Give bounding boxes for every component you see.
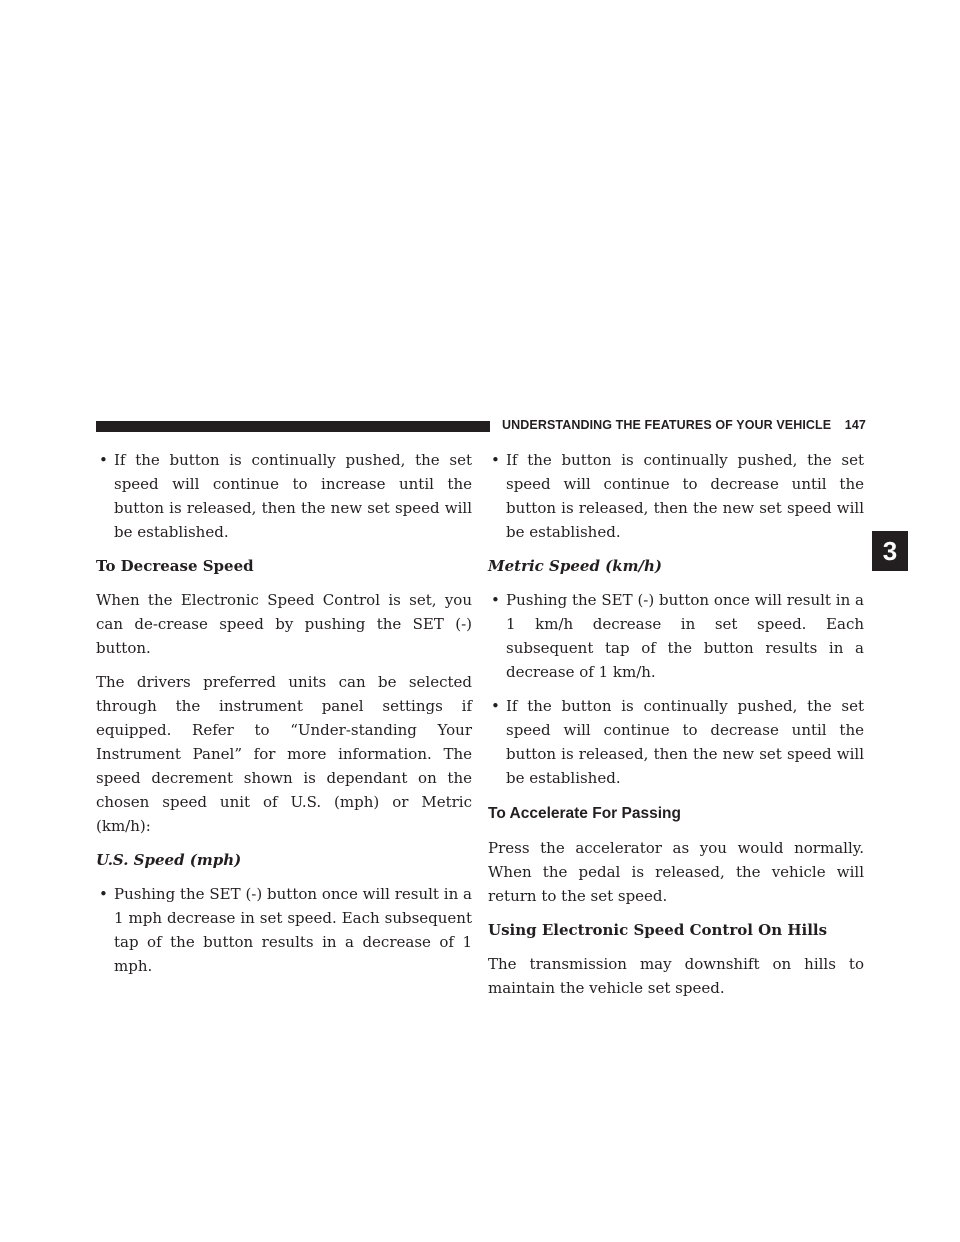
heading-us-speed: U.S. Speed (mph) [96,851,242,869]
header-title: UNDERSTANDING THE FEATURES OF YOUR VEHICLE [502,418,832,432]
bullet-text: If the button is continually pushed, the set speed will continue to increase until the button is released, then the new set speed will be established. [114,451,472,541]
paragraph: The drivers preferred units can be selected through the instrument panel settings if equipped. Refer to “Under-standing Your Instrument Panel” for more information. The speed decrement shown is dependant on the chosen speed unit of U.S. (mph) or Metric (km/h): [96,673,472,835]
bullet-icon: • [491,697,500,715]
list-item [488,448,864,544]
bullet-icon: • [491,591,500,609]
list-item [96,882,472,978]
bullet-text: If the button is continually pushed, the set speed will continue to decrease until the button is released, then the new set speed will be established. [506,451,864,541]
list-item [96,448,472,544]
paragraph: Press the accelerator as you would normally. When the pedal is released, the vehicle will return to the set speed. [488,839,864,905]
right-column [488,448,864,1000]
list-item [488,588,864,684]
bullet-text: If the button is continually pushed, the set speed will continue to decrease until the button is released, then the new set speed will be established. [506,697,864,787]
heading-decrease-speed: To Decrease Speed [96,557,254,575]
page-number: 147 [844,418,866,432]
paragraph: The transmission may downshift on hills to maintain the vehicle set speed. [488,955,864,997]
bullet-icon: • [99,885,108,903]
bullet-icon: • [99,451,108,469]
bullet-text: Pushing the SET (-) button once will result in a 1 km/h decrease in set speed. Each subsequent tap of the button results in a decrease of 1 km/h. [506,591,864,681]
chapter-tab: 3 [872,531,908,571]
heading-metric-speed: Metric Speed (km/h) [488,557,662,575]
paragraph: When the Electronic Speed Control is set, you can de-crease speed by pushing the SET (-) button. [96,591,472,657]
running-header [502,418,866,432]
heading-speed-control-hills: Using Electronic Speed Control On Hills [488,921,828,939]
heading-accelerate-passing: To Accelerate For Passing [488,805,681,822]
left-column [96,448,472,978]
header-rule [96,421,490,432]
bullet-text: Pushing the SET (-) button once will result in a 1 mph decrease in set speed. Each subsequent tap of the button results in a decrease of 1 mph. [114,885,472,975]
list-item [488,694,864,790]
bullet-icon: • [491,451,500,469]
